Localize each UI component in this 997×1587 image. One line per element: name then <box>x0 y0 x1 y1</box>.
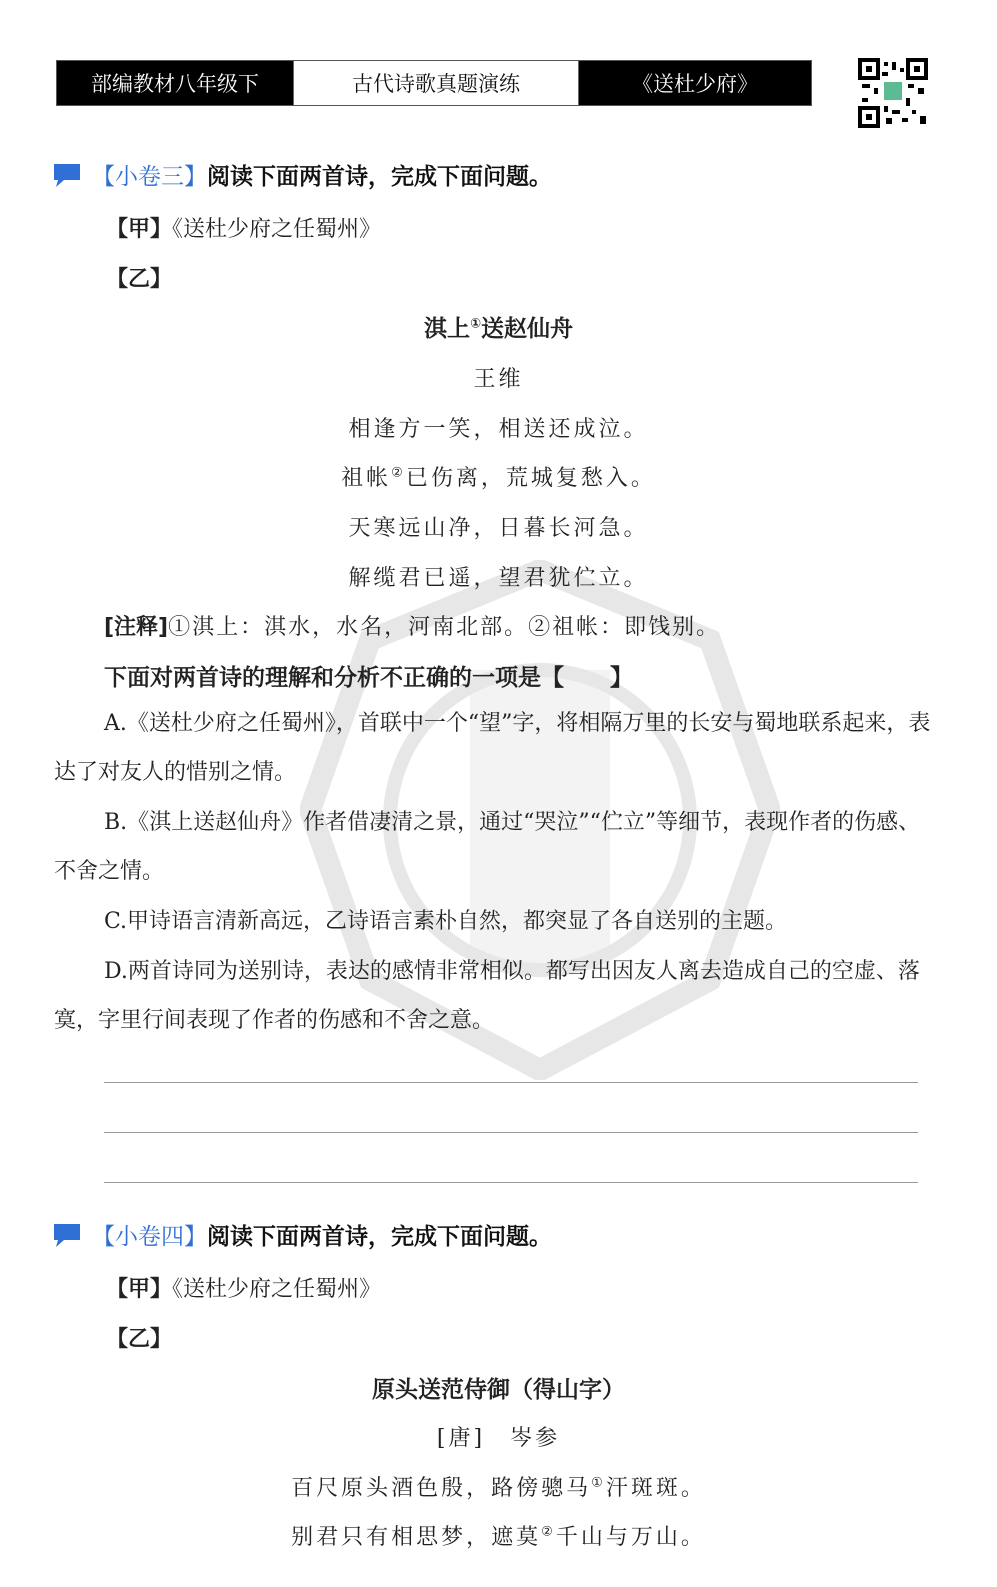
jia-title: 《送杜少府之任蜀州》 <box>172 1277 382 1302</box>
poem-title: 淇上①送赵仙舟 <box>423 316 573 342</box>
section4-instruction: 阅读下面两首诗，完成下面问题。 <box>207 1224 552 1250</box>
header-title: 《送杜少府》 <box>579 61 811 105</box>
poem-line: 相逢方一笑，相送还成泣。 <box>348 417 649 442</box>
note-label: [注释] <box>104 615 169 640</box>
section3-yi <box>106 262 172 293</box>
jia-title: 《送杜少府之任蜀州》 <box>172 217 382 242</box>
section4-yi <box>106 1322 172 1353</box>
answer-line[interactable] <box>104 1082 918 1083</box>
option-d: D.两首诗同为送别诗，表达的感情非常相似。都写出因友人离去造成自己的空虚、落寞，字里行间表现了作者的伤感和不舍之意。 <box>54 959 920 1033</box>
option-a: A.《送杜少府之任蜀州》，首联中一个“望”字，将相隔万里的长安与蜀地联系起来，表达了对友人的惜别之情。 <box>54 711 931 785</box>
yi-label: 【乙】 <box>106 1327 173 1352</box>
poem-author: [唐] 岑参 <box>436 1426 561 1451</box>
question-prompt: 下面对两首诗的理解和分析不正确的一项是【 】 <box>104 665 633 691</box>
poem-line: 百尺原头酒色殷，路傍骢马①汗斑斑。 <box>291 1475 706 1501</box>
chat-bubble-icon <box>52 1222 82 1248</box>
poem-title: 原头送范侍御（得山字） <box>372 1377 625 1403</box>
header-grade: 部编教材八年级下 <box>57 61 293 105</box>
section4-jia <box>106 1272 381 1303</box>
section4-tag: 【小卷四】 <box>92 1224 207 1250</box>
note-text: ①淇上：淇水，水名，河南北部。②祖帐：即饯别。 <box>168 615 721 640</box>
header-topic: 古代诗歌真题演练 <box>293 61 579 105</box>
poem-line: 解缆君已遥，望君犹伫立。 <box>348 566 649 591</box>
section3-jia <box>106 212 381 243</box>
jia-label: 【甲】 <box>106 217 173 242</box>
option-c: C.甲诗语言清新高远，乙诗语言素朴自然，都突显了各自送别的主题。 <box>104 909 788 934</box>
jia-label: 【甲】 <box>106 1277 173 1302</box>
answer-line[interactable] <box>104 1132 918 1133</box>
qr-code-icon <box>858 58 928 128</box>
chat-bubble-icon <box>52 162 82 188</box>
answer-line[interactable] <box>104 1182 918 1183</box>
yi-label: 【乙】 <box>106 267 173 292</box>
option-b: B.《淇上送赵仙舟》作者借凄清之景，通过“哭泣”“伫立”等细节，表现作者的伤感、不舍之情。 <box>54 810 921 884</box>
section3-heading <box>52 158 552 191</box>
poem-author: 王维 <box>473 367 524 392</box>
section4-heading <box>52 1218 552 1251</box>
poem-line: 天寒远山净，日暮长河急。 <box>348 516 649 541</box>
poem-line: 别君只有相思梦，遮莫②千山与万山。 <box>291 1524 706 1550</box>
annotation <box>104 610 720 641</box>
section3-tag: 【小卷三】 <box>92 164 207 190</box>
poem-line: 祖帐②已伤离，荒城复愁入。 <box>341 465 656 491</box>
header-banner <box>56 60 812 106</box>
section3-instruction: 阅读下面两首诗，完成下面问题。 <box>207 164 552 190</box>
